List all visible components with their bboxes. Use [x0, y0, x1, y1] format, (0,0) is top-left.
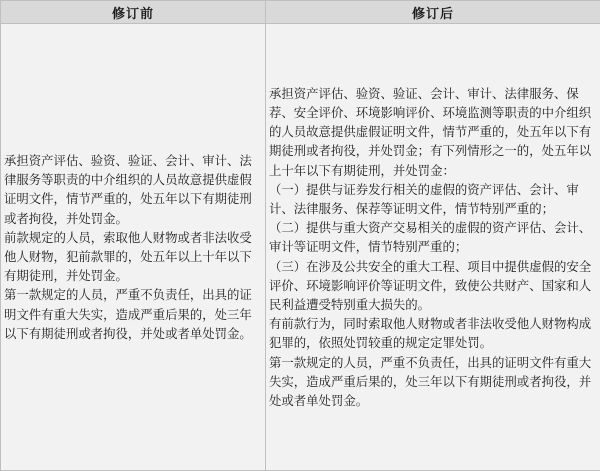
header-after: 修订后: [266, 1, 600, 24]
after-paragraph-5: 有前款行为，同时索取他人财物或者非法收受他人财物构成犯罪的，依照处罚较重的规定定罪处罚。: [269, 316, 592, 351]
header-before: 修订前: [1, 1, 266, 24]
before-paragraph-1: 承担资产评估、验资、验证、会计、审计、法律服务等职责的中介组织的人员故意提供虚假证明文件，情节严重的，处五年以下有期徒刑或者拘役，并处罚金。: [4, 152, 252, 226]
header-row: [1, 1, 600, 24]
after-paragraph-2: （一）提供与证券发行相关的虚假的资产评估、会计、审计、法律服务、保荐等证明文件，情节特别严重的；: [269, 181, 579, 216]
content-row: [1, 24, 600, 471]
after-cell: [266, 24, 600, 471]
before-paragraph-2: 前款规定的人员，索取他人财物或者非法收受他人财物，犯前款罪的，处五年以上十年以下有期徒刑，并处罚金。: [4, 229, 252, 284]
after-paragraph-6: 第一款规定的人员，严重不负责任，出具的证明文件有重大失实，造成严重后果的，处三年以下有期徒刑或者拘役，并处或者单处罚金。: [269, 354, 592, 409]
before-paragraph-3: 第一款规定的人员，严重不负责任，出具的证明文件有重大失实，造成严重后果的，处三年以下有期徒刑或者拘役，并处或者单处罚金。: [4, 287, 252, 341]
after-paragraph-4: （三）在涉及公共安全的重大工程、项目中提供虚假的安全评价、环境影响评价等证明文件，致使公共财产、国家和人民利益遭受特别重大损失的。: [269, 258, 592, 312]
before-cell: [1, 24, 266, 471]
after-paragraph-3: （二）提供与重大资产交易相关的虚假的资产评估、会计、审计等证明文件，情节特别严重的；: [269, 220, 592, 255]
after-paragraph-1: 承担资产评估、验资、验证、会计、审计、法律服务、保荐、安全评价、环境影响评价、环境监测等职责的中介组织的人员故意提供虚假证明文件，情节严重的，处五年以下有期徒刑或者拘役，并处罚金；有下列情形之一的，处五年以上十年以下有期徒刑，并处罚金：: [269, 85, 592, 178]
